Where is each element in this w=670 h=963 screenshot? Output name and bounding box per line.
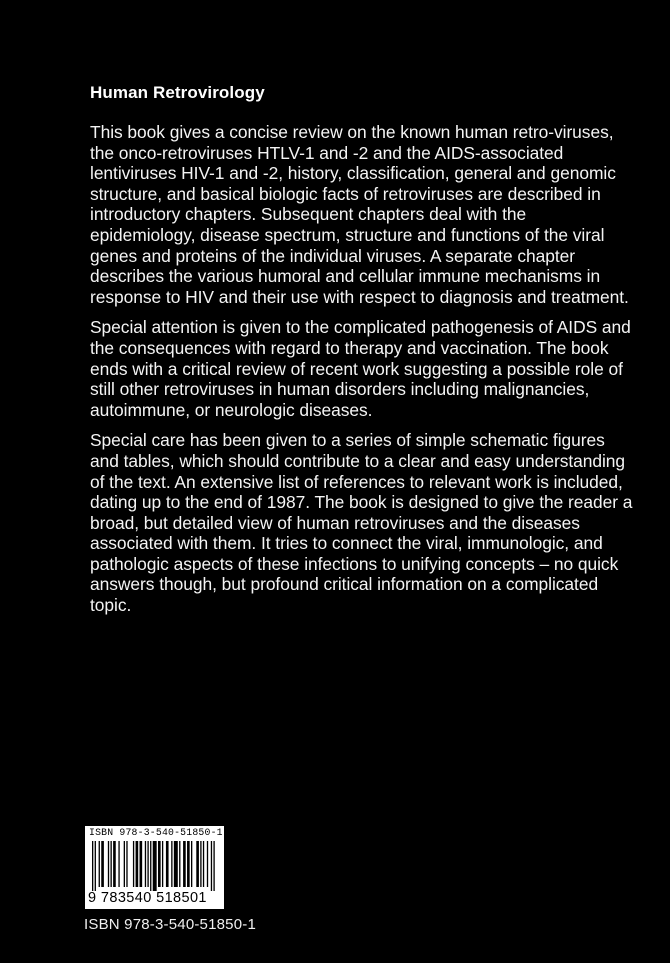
paragraph-1: This book gives a concise review on the known human retro-viruses, the onco-retroviruses HTLV-1 and -2 and the AIDS-associated lentiviruses HIV-1 and -2, history, classification, general and genomic structure, and basical biologic facts of retroviruses are described in introductory chapters. Subsequent chapters deal with the epidemiology, disease spectrum, structure and functions of the viral genes and proteins of the individual viruses. A separate chapter describes the various humoral and cellular immune mechanisms in response to HIV and their use with respect to diagnosis and treatment. xyxy=(90,122,629,307)
barcode xyxy=(84,825,225,910)
paragraph-3: Special care has been given to a series of simple schematic figures and tables, which should contribute to a clear and easy understanding of the text. An extensive list of references to relevant work is included, dating up to the end of 1987. The book is designed to give the reader a broad, but detailed view of human retroviruses and the diseases associated with them. It tries to connect the viral, immunologic, and pathologic aspects of these infections to unifying concepts – no quick answers though, but profound critical information on a complicated topic. xyxy=(90,430,633,616)
barcode-bars-icon xyxy=(88,841,222,891)
isbn-text: ISBN 978-3-540-51850-1 xyxy=(84,916,257,933)
barcode-digits: 9 783540 518501 xyxy=(88,890,207,906)
book-title: Human Retrovirology xyxy=(90,83,265,102)
paragraph-2: Special attention is given to the complicated pathogenesis of AIDS and the consequences with regard to therapy and vaccination. The book ends with a critical review of recent work suggesting a possible role of still other retroviruses in human disorders including malignancies, autoimmune, or neurologic diseases. xyxy=(90,317,631,420)
barcode-isbn-label: ISBN 978-3-540-51850-1 xyxy=(89,827,223,838)
description xyxy=(90,122,635,626)
